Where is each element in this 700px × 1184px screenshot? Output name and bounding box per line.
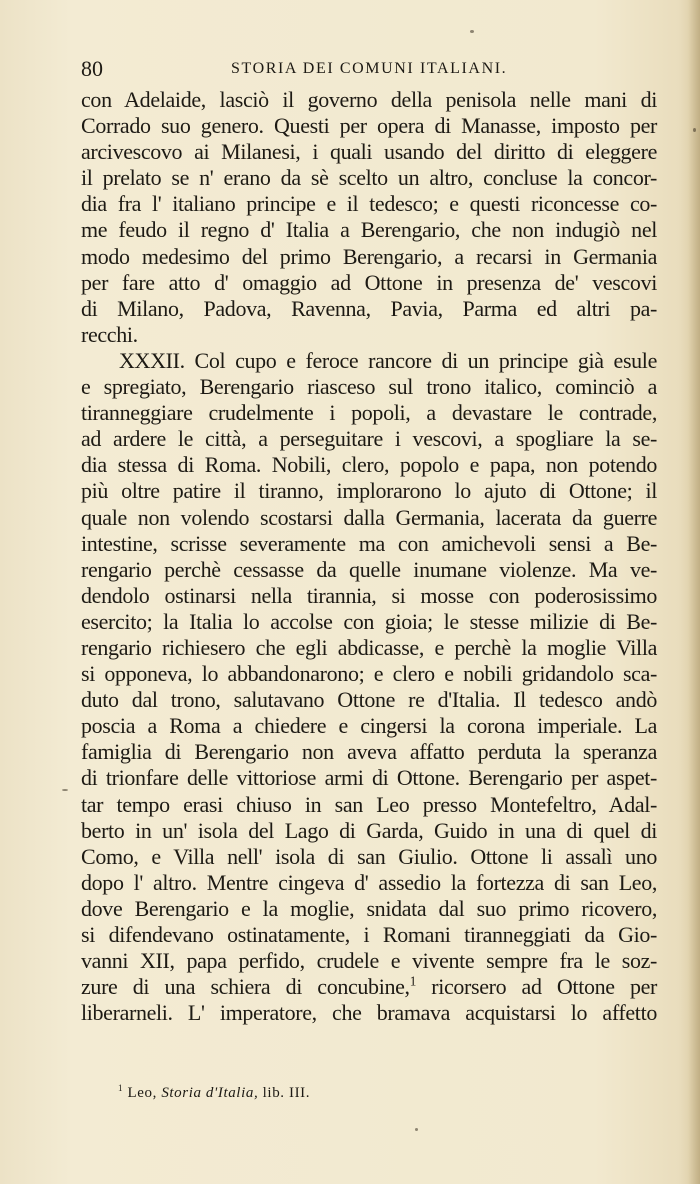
text-line: quale non volendo scostarsi dalla Germania, lacerata da guerre xyxy=(81,504,657,530)
text-line: dia fra l' italiano principe e il tedesco; e questi riconcesse co- xyxy=(81,191,657,217)
text-line: modo medesimo del primo Berengario, a recarsi in Germania xyxy=(81,243,657,269)
text-line: famiglia di Berengario non aveva affatto perduta la speranza xyxy=(81,739,657,765)
paper-speck xyxy=(693,128,696,132)
text-line: ad ardere le città, a perseguitare i vescovi, a spogliare la se- xyxy=(81,426,657,452)
footnote xyxy=(118,1082,310,1104)
text-line: dopo l' altro. Mentre cingeva d' assedio la fortezza di san Leo, xyxy=(81,869,657,895)
text-line: dendolo ostinarsi nella tirannia, si mosse con poderosissimo xyxy=(81,582,657,608)
text-segment: ricorsero ad Ottone per xyxy=(415,974,658,1000)
body-text xyxy=(81,87,657,1026)
text-line: esercito; la Italia lo accolse con gioia; le stesse milizie di Be- xyxy=(81,608,657,634)
text-line: dove Berengario e la moglie, snidata dal suo primo ricovero, xyxy=(81,895,657,921)
note-reference-mark: 1 xyxy=(409,973,416,989)
text-segment: zure di una schiera di concubine, xyxy=(81,974,410,1000)
text-line: più oltre patire il tiranno, implorarono lo ajuto di Ottone; il xyxy=(81,478,657,504)
page-edge-shadow xyxy=(688,0,700,1184)
footnote-reference: lib. III. xyxy=(262,1085,311,1101)
text-line: si difendevano ostinatamente, i Romani tiranneggiati da Gio- xyxy=(81,922,657,947)
text-line: recchi. xyxy=(81,321,138,347)
page-number: 80 xyxy=(81,56,103,81)
text-line: rengario perchè cessasse da quelle inumane violenze. Ma ve- xyxy=(81,556,657,582)
text-line: arcivescovo ai Milanesi, i quali usando del diritto di eleggere xyxy=(81,139,657,165)
running-head xyxy=(81,53,657,85)
text-line: il prelato se n' erano da sè scelto un altro, concluse la concor- xyxy=(81,165,657,191)
text-line: duto dal trono, salutavano Ottone re d'Italia. Il tedesco andò xyxy=(81,687,657,713)
text-line-with-note xyxy=(81,974,657,1000)
text-line: dia stessa di Roma. Nobili, clero, popolo e papa, non potendo xyxy=(81,452,657,478)
text-line: per fare atto d' omaggio ad Ottone in presenza de' vescovi xyxy=(81,269,657,295)
footnote-author: Leo, xyxy=(127,1085,157,1101)
paper-speck xyxy=(470,30,474,33)
paper-speck xyxy=(415,1128,418,1131)
text-line: di trionfare delle vittoriose armi di Ottone. Berengario per aspet- xyxy=(81,765,657,791)
text-line: e spregiato, Berengario riasceso sul trono italico, cominciò a xyxy=(81,374,657,400)
section-start-line: XXXII. Col cupo e feroce rancore di un principe già esule xyxy=(119,347,657,373)
text-line: me feudo il regno d' Italia a Berengario, che non indugiò nel xyxy=(81,217,657,243)
text-line: Como, e Villa nell' isola di san Giulio. Ottone li assalì uno xyxy=(81,843,657,869)
text-line: berto in un' isola del Lago di Garda, Guido in una di quel di xyxy=(81,817,657,843)
text-line: con Adelaide, lasciò il governo della penisola nelle mani di xyxy=(81,87,657,112)
paper-speck xyxy=(62,789,68,791)
text-line: poscia a Roma a chiedere e cingersi la corona imperiale. La xyxy=(81,713,657,739)
text-line: Corrado suo genero. Questi per opera di Manasse, imposto per xyxy=(81,113,657,139)
text-line: vanni XII, papa perfido, crudele e vivente sempre fra le soz- xyxy=(81,948,657,974)
running-title: STORIA DEI COMUNI ITALIANI. xyxy=(231,60,508,77)
text-line: liberarneli. L' imperatore, che bramava acquistarsi lo affetto xyxy=(81,1000,657,1026)
text-line: tiranneggiare crudelmente i popoli, a devastare le contrade, xyxy=(81,400,657,426)
footnote-mark: 1 xyxy=(118,1083,124,1093)
text-line: tar tempo erasi chiuso in san Leo presso Montefeltro, Adal- xyxy=(81,791,657,817)
text-line: si opponeva, lo abbandonarono; e clero e nobili gridandolo sca- xyxy=(81,661,657,687)
text-line: di Milano, Padova, Ravenna, Pavia, Parma ed altri pa- xyxy=(81,295,657,321)
text-line: intestine, scrisse severamente ma con amichevoli sensi a Be- xyxy=(81,530,657,556)
text-line: rengario richiesero che egli abdicasse, e perchè la moglie Villa xyxy=(81,634,657,660)
footnote-title: Storia d'Italia, xyxy=(161,1085,259,1101)
